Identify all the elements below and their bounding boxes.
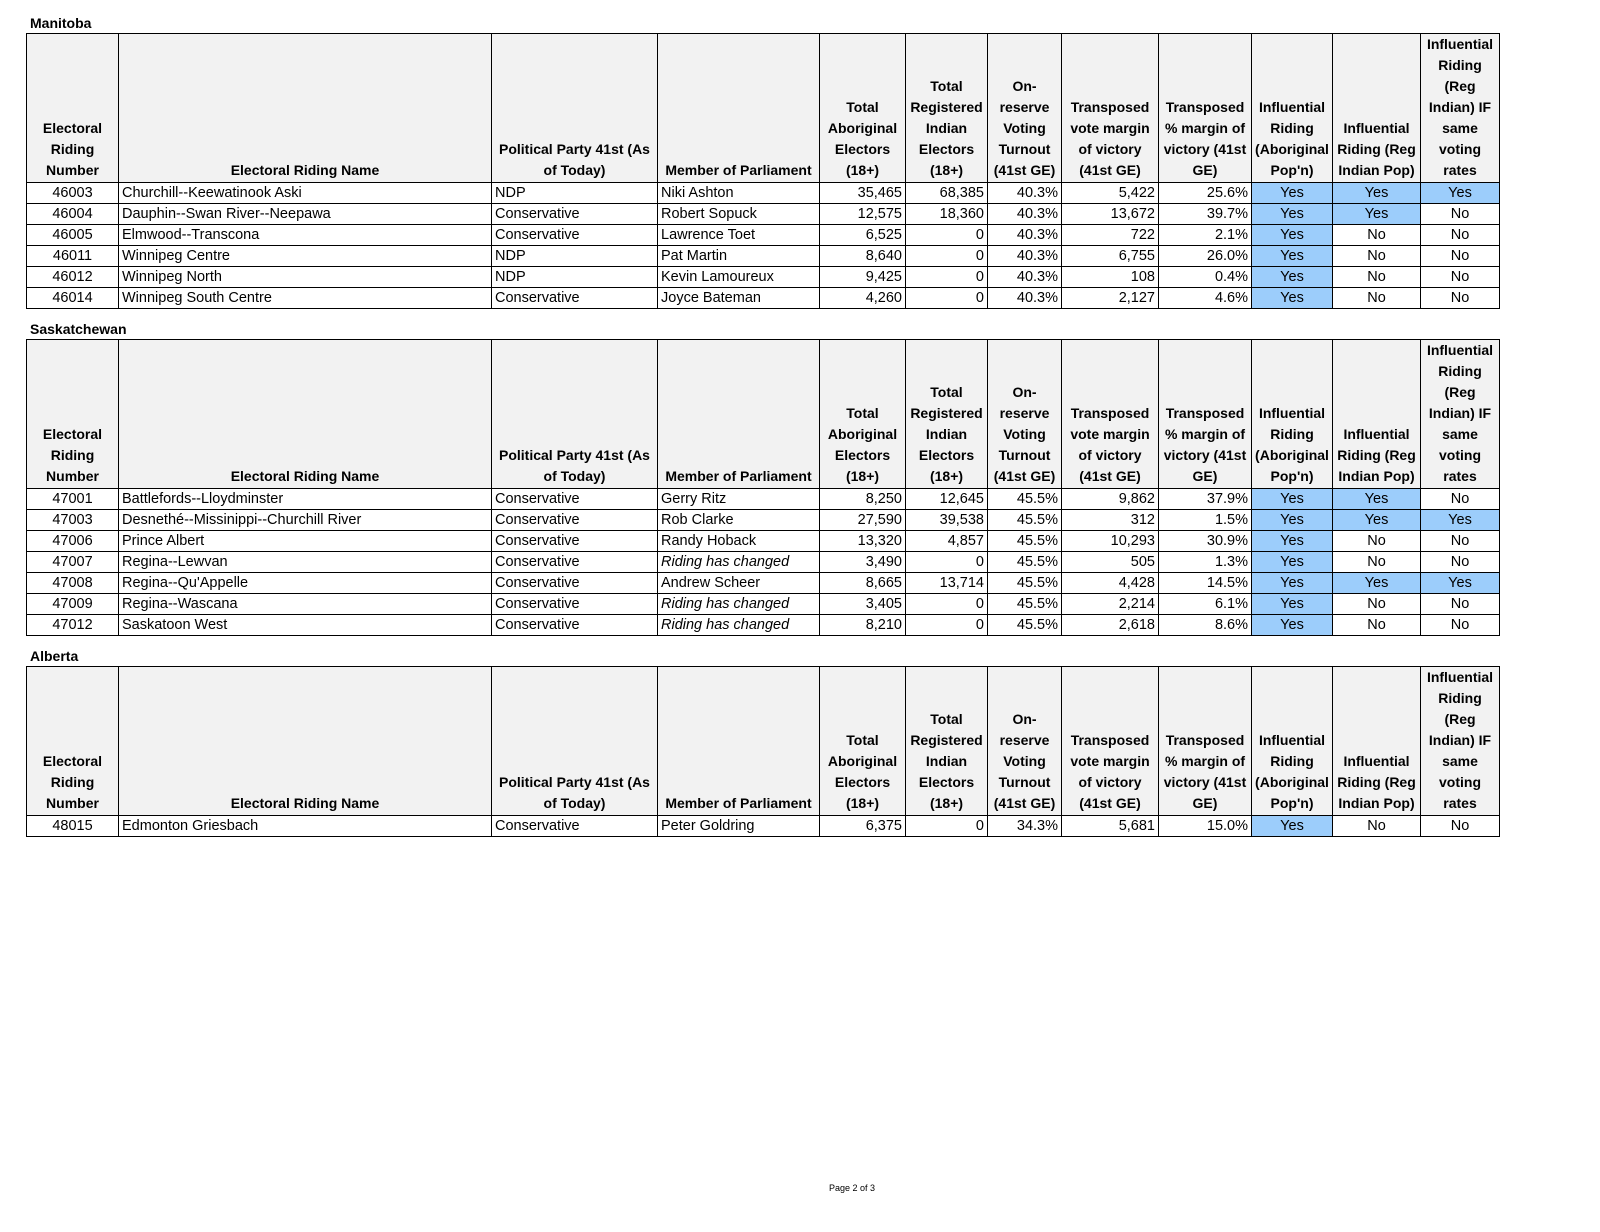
cell-aboriginal-electors: 8,640 xyxy=(820,246,906,267)
cell-turnout: 45.5% xyxy=(988,552,1062,573)
col-header-registered-indian-electors: Total Registered Indian Electors (18+) xyxy=(906,340,988,489)
cell-mp: Peter Goldring xyxy=(658,816,820,837)
cell-riding-number: 46005 xyxy=(27,225,119,246)
table-row xyxy=(27,816,1500,837)
cell-turnout: 45.5% xyxy=(988,510,1062,531)
cell-riding-name: Regina--Wascana xyxy=(119,594,492,615)
cell-turnout: 40.3% xyxy=(988,246,1062,267)
col-header-vote-margin: Transposed vote margin of victory (41st GE) xyxy=(1062,340,1159,489)
cell-influential-aboriginal: Yes xyxy=(1252,489,1333,510)
col-header-turnout: On-reserve Voting Turnout (41st GE) xyxy=(988,667,1062,816)
col-header-party: Political Party 41st (As of Today) xyxy=(492,34,658,183)
cell-turnout: 45.5% xyxy=(988,594,1062,615)
cell-aboriginal-electors: 13,320 xyxy=(820,531,906,552)
cell-vote-margin: 4,428 xyxy=(1062,573,1159,594)
col-header-mp: Member of Parliament xyxy=(658,667,820,816)
col-header-riding-name: Electoral Riding Name xyxy=(119,667,492,816)
cell-vote-margin: 9,862 xyxy=(1062,489,1159,510)
cell-registered-indian-electors: 13,714 xyxy=(906,573,988,594)
cell-pct-margin: 1.5% xyxy=(1159,510,1252,531)
cell-turnout: 40.3% xyxy=(988,225,1062,246)
cell-vote-margin: 108 xyxy=(1062,267,1159,288)
cell-pct-margin: 14.5% xyxy=(1159,573,1252,594)
col-header-influential-same-rates: Influential Riding (Reg Indian) IF same voting rates xyxy=(1421,340,1500,489)
col-header-aboriginal-electors: Total Aboriginal Electors (18+) xyxy=(820,667,906,816)
cell-riding-number: 47001 xyxy=(27,489,119,510)
cell-influential-reg-indian: No xyxy=(1333,288,1421,309)
cell-riding-name: Battlefords--Lloydminster xyxy=(119,489,492,510)
cell-vote-margin: 13,672 xyxy=(1062,204,1159,225)
cell-party: Conservative xyxy=(492,573,658,594)
cell-registered-indian-electors: 4,857 xyxy=(906,531,988,552)
cell-riding-number: 46004 xyxy=(27,204,119,225)
cell-party: Conservative xyxy=(492,615,658,636)
table-row xyxy=(27,288,1500,309)
col-header-riding-number: Electoral Riding Number xyxy=(27,34,119,183)
cell-influential-aboriginal: Yes xyxy=(1252,204,1333,225)
cell-influential-aboriginal: Yes xyxy=(1252,531,1333,552)
cell-mp: Randy Hoback xyxy=(658,531,820,552)
cell-influential-aboriginal: Yes xyxy=(1252,573,1333,594)
table-row xyxy=(27,183,1500,204)
cell-influential-same-rates: No xyxy=(1421,204,1500,225)
col-header-influential-aboriginal: Influential Riding (Aboriginal Pop'n) xyxy=(1252,667,1333,816)
cell-influential-same-rates: No xyxy=(1421,552,1500,573)
cell-influential-same-rates: Yes xyxy=(1421,183,1500,204)
cell-influential-reg-indian: Yes xyxy=(1333,489,1421,510)
cell-party: Conservative xyxy=(492,531,658,552)
cell-influential-aboriginal: Yes xyxy=(1252,816,1333,837)
cell-registered-indian-electors: 0 xyxy=(906,552,988,573)
cell-riding-name: Edmonton Griesbach xyxy=(119,816,492,837)
cell-riding-name: Regina--Lewvan xyxy=(119,552,492,573)
cell-party: Conservative xyxy=(492,816,658,837)
cell-mp: Robert Sopuck xyxy=(658,204,820,225)
col-header-riding-number: Electoral Riding Number xyxy=(27,667,119,816)
cell-influential-aboriginal: Yes xyxy=(1252,594,1333,615)
cell-influential-same-rates: No xyxy=(1421,267,1500,288)
col-header-turnout: On-reserve Voting Turnout (41st GE) xyxy=(988,340,1062,489)
cell-riding-name: Churchill--Keewatinook Aski xyxy=(119,183,492,204)
cell-influential-same-rates: No xyxy=(1421,246,1500,267)
cell-riding-number: 46012 xyxy=(27,267,119,288)
table-manitoba xyxy=(26,33,1500,309)
cell-riding-number: 46014 xyxy=(27,288,119,309)
cell-registered-indian-electors: 12,645 xyxy=(906,489,988,510)
cell-party: Conservative xyxy=(492,594,658,615)
cell-influential-aboriginal: Yes xyxy=(1252,183,1333,204)
col-header-aboriginal-electors: Total Aboriginal Electors (18+) xyxy=(820,34,906,183)
cell-riding-number: 47007 xyxy=(27,552,119,573)
cell-influential-reg-indian: No xyxy=(1333,552,1421,573)
cell-turnout: 40.3% xyxy=(988,267,1062,288)
cell-turnout: 34.3% xyxy=(988,816,1062,837)
table-row xyxy=(27,531,1500,552)
col-header-vote-margin: Transposed vote margin of victory (41st GE) xyxy=(1062,34,1159,183)
cell-registered-indian-electors: 18,360 xyxy=(906,204,988,225)
cell-mp: Gerry Ritz xyxy=(658,489,820,510)
cell-influential-reg-indian: No xyxy=(1333,225,1421,246)
col-header-turnout: On-reserve Voting Turnout (41st GE) xyxy=(988,34,1062,183)
cell-vote-margin: 10,293 xyxy=(1062,531,1159,552)
cell-registered-indian-electors: 0 xyxy=(906,594,988,615)
cell-party: NDP xyxy=(492,267,658,288)
cell-aboriginal-electors: 8,250 xyxy=(820,489,906,510)
col-header-mp: Member of Parliament xyxy=(658,340,820,489)
cell-vote-margin: 6,755 xyxy=(1062,246,1159,267)
cell-pct-margin: 8.6% xyxy=(1159,615,1252,636)
cell-party: Conservative xyxy=(492,204,658,225)
cell-influential-reg-indian: Yes xyxy=(1333,204,1421,225)
section-title-manitoba: Manitoba xyxy=(30,15,92,31)
cell-pct-margin: 1.3% xyxy=(1159,552,1252,573)
col-header-party: Political Party 41st (As of Today) xyxy=(492,340,658,489)
cell-aboriginal-electors: 12,575 xyxy=(820,204,906,225)
cell-registered-indian-electors: 0 xyxy=(906,246,988,267)
col-header-pct-margin: Transposed % margin of victory (41st GE) xyxy=(1159,340,1252,489)
cell-influential-same-rates: No xyxy=(1421,594,1500,615)
cell-aboriginal-electors: 4,260 xyxy=(820,288,906,309)
cell-influential-aboriginal: Yes xyxy=(1252,615,1333,636)
cell-mp: Niki Ashton xyxy=(658,183,820,204)
cell-party: Conservative xyxy=(492,225,658,246)
col-header-registered-indian-electors: Total Registered Indian Electors (18+) xyxy=(906,34,988,183)
cell-influential-reg-indian: No xyxy=(1333,267,1421,288)
col-header-influential-reg-indian: Influential Riding (Reg Indian Pop) xyxy=(1333,34,1421,183)
col-header-riding-name: Electoral Riding Name xyxy=(119,34,492,183)
cell-aboriginal-electors: 3,405 xyxy=(820,594,906,615)
cell-mp: Riding has changed xyxy=(658,615,820,636)
cell-pct-margin: 0.4% xyxy=(1159,267,1252,288)
cell-riding-number: 46011 xyxy=(27,246,119,267)
col-header-pct-margin: Transposed % margin of victory (41st GE) xyxy=(1159,667,1252,816)
col-header-pct-margin: Transposed % margin of victory (41st GE) xyxy=(1159,34,1252,183)
cell-pct-margin: 6.1% xyxy=(1159,594,1252,615)
cell-party: Conservative xyxy=(492,510,658,531)
cell-influential-reg-indian: No xyxy=(1333,531,1421,552)
cell-party: Conservative xyxy=(492,552,658,573)
cell-riding-name: Winnipeg North xyxy=(119,267,492,288)
cell-aboriginal-electors: 9,425 xyxy=(820,267,906,288)
cell-pct-margin: 15.0% xyxy=(1159,816,1252,837)
table-row xyxy=(27,573,1500,594)
col-header-mp: Member of Parliament xyxy=(658,34,820,183)
cell-mp: Rob Clarke xyxy=(658,510,820,531)
cell-influential-aboriginal: Yes xyxy=(1252,510,1333,531)
cell-turnout: 45.5% xyxy=(988,615,1062,636)
col-header-influential-same-rates: Influential Riding (Reg Indian) IF same voting rates xyxy=(1421,34,1500,183)
cell-influential-aboriginal: Yes xyxy=(1252,246,1333,267)
cell-riding-number: 48015 xyxy=(27,816,119,837)
cell-influential-aboriginal: Yes xyxy=(1252,288,1333,309)
cell-turnout: 40.3% xyxy=(988,204,1062,225)
cell-vote-margin: 312 xyxy=(1062,510,1159,531)
section-title-alberta: Alberta xyxy=(30,648,79,664)
cell-influential-same-rates: No xyxy=(1421,489,1500,510)
cell-vote-margin: 2,127 xyxy=(1062,288,1159,309)
table-header-row xyxy=(27,34,1500,183)
cell-influential-reg-indian: Yes xyxy=(1333,183,1421,204)
cell-aboriginal-electors: 8,210 xyxy=(820,615,906,636)
cell-pct-margin: 2.1% xyxy=(1159,225,1252,246)
cell-riding-number: 47006 xyxy=(27,531,119,552)
table-row xyxy=(27,594,1500,615)
cell-registered-indian-electors: 68,385 xyxy=(906,183,988,204)
cell-aboriginal-electors: 8,665 xyxy=(820,573,906,594)
col-header-influential-aboriginal: Influential Riding (Aboriginal Pop'n) xyxy=(1252,34,1333,183)
cell-riding-number: 47012 xyxy=(27,615,119,636)
table-row xyxy=(27,552,1500,573)
cell-vote-margin: 5,422 xyxy=(1062,183,1159,204)
cell-pct-margin: 25.6% xyxy=(1159,183,1252,204)
cell-pct-margin: 4.6% xyxy=(1159,288,1252,309)
cell-party: NDP xyxy=(492,246,658,267)
cell-turnout: 45.5% xyxy=(988,573,1062,594)
col-header-party: Political Party 41st (As of Today) xyxy=(492,667,658,816)
cell-registered-indian-electors: 39,538 xyxy=(906,510,988,531)
cell-mp: Andrew Scheer xyxy=(658,573,820,594)
cell-turnout: 45.5% xyxy=(988,531,1062,552)
table-saskatchewan xyxy=(26,339,1500,636)
cell-influential-aboriginal: Yes xyxy=(1252,552,1333,573)
cell-vote-margin: 505 xyxy=(1062,552,1159,573)
cell-pct-margin: 37.9% xyxy=(1159,489,1252,510)
cell-vote-margin: 722 xyxy=(1062,225,1159,246)
col-header-registered-indian-electors: Total Registered Indian Electors (18+) xyxy=(906,667,988,816)
cell-influential-reg-indian: No xyxy=(1333,594,1421,615)
cell-turnout: 45.5% xyxy=(988,489,1062,510)
col-header-influential-same-rates: Influential Riding (Reg Indian) IF same voting rates xyxy=(1421,667,1500,816)
cell-influential-reg-indian: Yes xyxy=(1333,510,1421,531)
cell-riding-name: Prince Albert xyxy=(119,531,492,552)
table-row xyxy=(27,267,1500,288)
cell-registered-indian-electors: 0 xyxy=(906,225,988,246)
cell-riding-number: 47008 xyxy=(27,573,119,594)
cell-influential-same-rates: No xyxy=(1421,615,1500,636)
cell-riding-number: 46003 xyxy=(27,183,119,204)
table-alberta xyxy=(26,666,1500,837)
cell-party: Conservative xyxy=(492,288,658,309)
table-row xyxy=(27,225,1500,246)
cell-riding-name: Winnipeg Centre xyxy=(119,246,492,267)
table-row xyxy=(27,615,1500,636)
cell-aboriginal-electors: 27,590 xyxy=(820,510,906,531)
table-row xyxy=(27,510,1500,531)
cell-influential-same-rates: Yes xyxy=(1421,510,1500,531)
cell-party: NDP xyxy=(492,183,658,204)
cell-mp: Riding has changed xyxy=(658,594,820,615)
cell-influential-same-rates: No xyxy=(1421,531,1500,552)
page-number: Page 2 of 3 xyxy=(828,1183,876,1193)
col-header-influential-reg-indian: Influential Riding (Reg Indian Pop) xyxy=(1333,340,1421,489)
cell-influential-reg-indian: No xyxy=(1333,246,1421,267)
cell-influential-same-rates: No xyxy=(1421,225,1500,246)
cell-influential-reg-indian: No xyxy=(1333,615,1421,636)
cell-vote-margin: 2,618 xyxy=(1062,615,1159,636)
cell-pct-margin: 39.7% xyxy=(1159,204,1252,225)
col-header-aboriginal-electors: Total Aboriginal Electors (18+) xyxy=(820,340,906,489)
table-row xyxy=(27,204,1500,225)
table-header-row xyxy=(27,340,1500,489)
cell-turnout: 40.3% xyxy=(988,288,1062,309)
cell-influential-same-rates: No xyxy=(1421,816,1500,837)
cell-influential-same-rates: No xyxy=(1421,288,1500,309)
cell-riding-name: Regina--Qu'Appelle xyxy=(119,573,492,594)
cell-mp: Riding has changed xyxy=(658,552,820,573)
cell-mp: Lawrence Toet xyxy=(658,225,820,246)
table-row xyxy=(27,246,1500,267)
table-row xyxy=(27,489,1500,510)
table-header-row xyxy=(27,667,1500,816)
cell-aboriginal-electors: 6,375 xyxy=(820,816,906,837)
cell-riding-name: Desnethé--Missinippi--Churchill River xyxy=(119,510,492,531)
cell-pct-margin: 26.0% xyxy=(1159,246,1252,267)
cell-pct-margin: 30.9% xyxy=(1159,531,1252,552)
section-title-saskatchewan: Saskatchewan xyxy=(30,321,127,337)
cell-registered-indian-electors: 0 xyxy=(906,267,988,288)
cell-riding-number: 47003 xyxy=(27,510,119,531)
cell-influential-same-rates: Yes xyxy=(1421,573,1500,594)
cell-influential-aboriginal: Yes xyxy=(1252,267,1333,288)
cell-party: Conservative xyxy=(492,489,658,510)
cell-vote-margin: 5,681 xyxy=(1062,816,1159,837)
cell-influential-reg-indian: No xyxy=(1333,816,1421,837)
col-header-riding-name: Electoral Riding Name xyxy=(119,340,492,489)
col-header-vote-margin: Transposed vote margin of victory (41st GE) xyxy=(1062,667,1159,816)
cell-aboriginal-electors: 3,490 xyxy=(820,552,906,573)
col-header-influential-aboriginal: Influential Riding (Aboriginal Pop'n) xyxy=(1252,340,1333,489)
cell-registered-indian-electors: 0 xyxy=(906,288,988,309)
cell-aboriginal-electors: 35,465 xyxy=(820,183,906,204)
cell-riding-name: Dauphin--Swan River--Neepawa xyxy=(119,204,492,225)
cell-riding-name: Elmwood--Transcona xyxy=(119,225,492,246)
cell-riding-name: Winnipeg South Centre xyxy=(119,288,492,309)
cell-turnout: 40.3% xyxy=(988,183,1062,204)
cell-vote-margin: 2,214 xyxy=(1062,594,1159,615)
cell-riding-number: 47009 xyxy=(27,594,119,615)
cell-registered-indian-electors: 0 xyxy=(906,816,988,837)
cell-mp: Kevin Lamoureux xyxy=(658,267,820,288)
cell-influential-aboriginal: Yes xyxy=(1252,225,1333,246)
cell-mp: Joyce Bateman xyxy=(658,288,820,309)
col-header-influential-reg-indian: Influential Riding (Reg Indian Pop) xyxy=(1333,667,1421,816)
cell-influential-reg-indian: Yes xyxy=(1333,573,1421,594)
col-header-riding-number: Electoral Riding Number xyxy=(27,340,119,489)
cell-aboriginal-electors: 6,525 xyxy=(820,225,906,246)
cell-mp: Pat Martin xyxy=(658,246,820,267)
cell-riding-name: Saskatoon West xyxy=(119,615,492,636)
cell-registered-indian-electors: 0 xyxy=(906,615,988,636)
